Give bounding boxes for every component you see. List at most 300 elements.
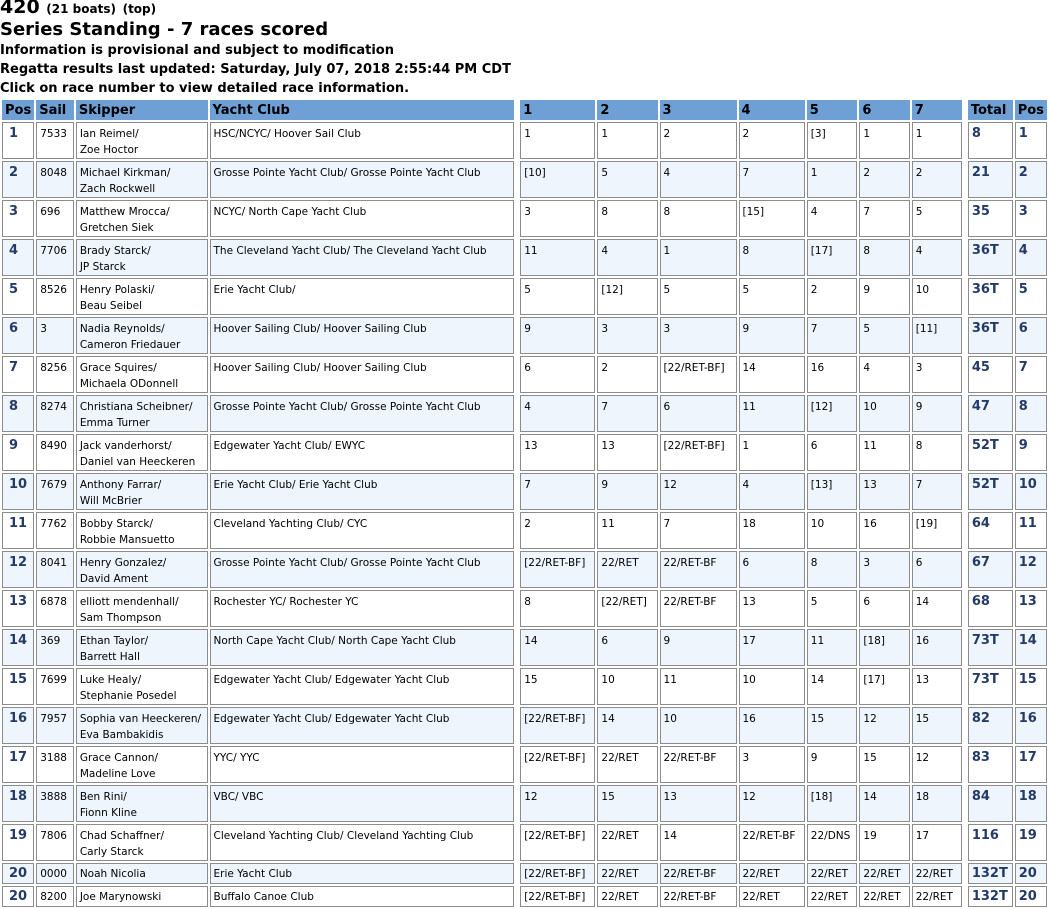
club-cell: Edgewater Yacht Club/ Edgewater Yacht Club <box>210 707 515 744</box>
gap-cell <box>964 590 966 627</box>
crew-name: David Ament <box>79 573 149 585</box>
table-row <box>2 886 1047 907</box>
total-cell: 35 <box>968 200 1013 237</box>
class-name: 420 <box>0 0 40 18</box>
skipper-cell <box>76 356 208 393</box>
position-cell: 15 <box>2 668 34 705</box>
position-cell: 2 <box>2 161 34 198</box>
race-3-score: 2 <box>660 122 737 159</box>
club-cell: Cleveland Yachting Club/ CYC <box>210 512 515 549</box>
race-3-score: 1 <box>660 239 737 276</box>
race-2-score: 1 <box>597 122 657 159</box>
total-cell: 73T <box>968 629 1013 666</box>
gap-cell <box>516 629 518 666</box>
race-7-score: 8 <box>912 434 962 471</box>
gap-cell <box>516 161 518 198</box>
race-4-score: 16 <box>739 707 805 744</box>
skipper-name: Chad Schaffner/ <box>79 830 164 842</box>
crew-name: Eva Bambakidis <box>79 729 164 741</box>
race-3-score: 9 <box>660 629 737 666</box>
club-cell: Hoover Sailing Club/ Hoover Sailing Club <box>210 356 515 393</box>
position-cell: 5 <box>2 278 34 315</box>
crew-name: Robbie Mansuetto <box>79 534 175 546</box>
gap-cell <box>964 317 966 354</box>
race-7-score: 2 <box>912 161 962 198</box>
sail-cell: 369 <box>36 629 74 666</box>
club-cell: Grosse Pointe Yacht Club/ Grosse Pointe Yacht Club <box>210 395 515 432</box>
race-5-score: 7 <box>807 317 858 354</box>
position-right-cell: 17 <box>1015 746 1047 783</box>
race-4-score: 12 <box>739 785 805 822</box>
crew-name: Gretchen Siek <box>79 222 154 234</box>
gap-cell <box>516 356 518 393</box>
position-right-cell: 10 <box>1015 473 1047 510</box>
skipper-name: elliott mendenhall/ <box>79 596 179 608</box>
position-cell: 20 <box>2 863 34 884</box>
skipper-name: Luke Healy/ <box>79 674 142 686</box>
total-cell: 82 <box>968 707 1013 744</box>
race-7-score: 10 <box>912 278 962 315</box>
sail-cell: 8526 <box>36 278 74 315</box>
race-2-score: 22/RET <box>597 886 657 907</box>
race-1-score: [22/RET-BF] <box>520 824 595 861</box>
club-cell: Erie Yacht Club <box>210 863 515 884</box>
results-table <box>0 98 1049 909</box>
skipper-cell <box>76 434 208 471</box>
gap-cell <box>516 512 518 549</box>
gap-cell <box>516 434 518 471</box>
gap-cell <box>964 122 966 159</box>
race-1-score: [22/RET-BF] <box>520 746 595 783</box>
position-right-cell: 13 <box>1015 590 1047 627</box>
race-4-score: 22/RET <box>739 886 805 907</box>
total-cell: 67 <box>968 551 1013 588</box>
race-5-score: 22/RET <box>807 863 858 884</box>
race-2-score: 3 <box>597 317 657 354</box>
race-7-score: 16 <box>912 629 962 666</box>
race-4-score: 14 <box>739 356 805 393</box>
last-updated: Regatta results last updated: Saturday, July 07, 2018 2:55:44 PM CDT <box>0 62 511 77</box>
gap-cell <box>516 668 518 705</box>
race-5-score: 10 <box>807 512 858 549</box>
col-sail: Sail <box>36 100 74 120</box>
table-row <box>2 122 1047 159</box>
gap-cell <box>964 356 966 393</box>
race-2-score: [12] <box>597 278 657 315</box>
total-cell: 84 <box>968 785 1013 822</box>
race-7-score: 6 <box>912 551 962 588</box>
table-row <box>2 200 1047 237</box>
position-cell: 16 <box>2 707 34 744</box>
race-2-score: 22/RET <box>597 746 657 783</box>
gap-cell <box>964 239 966 276</box>
skipper-cell <box>76 161 208 198</box>
col-pos-right: Pos <box>1015 100 1047 120</box>
position-right-cell: 16 <box>1015 707 1047 744</box>
race-1-score: [22/RET-BF] <box>520 707 595 744</box>
race-7-score: 3 <box>912 356 962 393</box>
skipper-cell <box>76 122 208 159</box>
race-1-score: 15 <box>520 668 595 705</box>
race-2-score: 9 <box>597 473 657 510</box>
race-5-score: 5 <box>807 590 858 627</box>
race-6-score: 8 <box>859 239 909 276</box>
gap-cell <box>964 278 966 315</box>
crew-name: Madeline Love <box>79 768 156 780</box>
total-cell: 68 <box>968 590 1013 627</box>
race-4-score: 3 <box>739 746 805 783</box>
race-1-score: [10] <box>520 161 595 198</box>
skipper-cell <box>76 785 208 822</box>
race-3-score: 22/RET-BF <box>660 863 737 884</box>
race-7-score: 4 <box>912 239 962 276</box>
skipper-name: Joe Marynowski <box>79 891 162 903</box>
position-right-cell: 3 <box>1015 200 1047 237</box>
sail-cell: 6878 <box>36 590 74 627</box>
race-1-score: [22/RET-BF] <box>520 886 595 907</box>
race-click-hint: Click on race number to view detailed race information. <box>0 81 410 96</box>
club-cell: North Cape Yacht Club/ North Cape Yacht Club <box>210 629 515 666</box>
position-right-cell: 4 <box>1015 239 1047 276</box>
col-club: Yacht Club <box>210 100 515 120</box>
gap-cell <box>516 590 518 627</box>
skipper-cell <box>76 239 208 276</box>
crew-name: Stephanie Posedel <box>79 690 177 702</box>
race-4-score: 1 <box>739 434 805 471</box>
gap-cell <box>964 473 966 510</box>
skipper-name: Grace Cannon/ <box>79 752 158 764</box>
race-1-score: 6 <box>520 356 595 393</box>
top-link[interactable]: (top) <box>122 2 157 16</box>
race-2-score: 22/RET <box>597 551 657 588</box>
position-cell: 11 <box>2 512 34 549</box>
table-row <box>2 434 1047 471</box>
club-cell: Buffalo Canoe Club <box>210 886 515 907</box>
race-6-score: 2 <box>859 161 909 198</box>
race-7-score: 7 <box>912 473 962 510</box>
club-cell: Erie Yacht Club/ Erie Yacht Club <box>210 473 515 510</box>
skipper-name: Jack vanderhorst/ <box>79 440 172 452</box>
race-4-score: 4 <box>739 473 805 510</box>
skipper-cell <box>76 278 208 315</box>
club-cell: Grosse Pointe Yacht Club/ Grosse Pointe Yacht Club <box>210 551 515 588</box>
skipper-name: Noah Nicolia <box>79 868 146 880</box>
race-7-score: 5 <box>912 200 962 237</box>
race-6-score: 11 <box>859 434 909 471</box>
position-right-cell: 20 <box>1015 863 1047 884</box>
race-5-score: [13] <box>807 473 858 510</box>
race-6-score: 22/RET <box>859 886 909 907</box>
position-cell: 6 <box>2 317 34 354</box>
race-6-link[interactable]: 6 <box>859 100 909 120</box>
race-2-score: 15 <box>597 785 657 822</box>
skipper-cell <box>76 317 208 354</box>
race-7-score: 14 <box>912 590 962 627</box>
club-cell: Hoover Sailing Club/ Hoover Sailing Club <box>210 317 515 354</box>
gap-cell <box>516 746 518 783</box>
race-7-score: 9 <box>912 395 962 432</box>
table-row <box>2 356 1047 393</box>
race-3-score: 22/RET-BF <box>660 551 737 588</box>
table-row <box>2 668 1047 705</box>
race-5-score: [12] <box>807 395 858 432</box>
crew-name: Cameron Friedauer <box>79 339 181 351</box>
skipper-name: Sophia van Heeckeren/ <box>79 713 202 725</box>
table-row <box>2 161 1047 198</box>
skipper-cell <box>76 590 208 627</box>
gap-cell <box>516 551 518 588</box>
race-4-score: 8 <box>739 239 805 276</box>
total-cell: 116 <box>968 824 1013 861</box>
race-3-score: 13 <box>660 785 737 822</box>
position-cell: 14 <box>2 629 34 666</box>
race-1-score: 1 <box>520 122 595 159</box>
race-4-score: 18 <box>739 512 805 549</box>
gap-cell <box>516 824 518 861</box>
race-4-score: 22/RET <box>739 863 805 884</box>
race-6-score: [17] <box>859 668 909 705</box>
race-4-score: 9 <box>739 317 805 354</box>
table-row <box>2 278 1047 315</box>
race-3-score: 12 <box>660 473 737 510</box>
sail-cell: 8041 <box>36 551 74 588</box>
club-cell: NCYC/ North Cape Yacht Club <box>210 200 515 237</box>
position-cell: 13 <box>2 590 34 627</box>
race-4-score: 10 <box>739 668 805 705</box>
race-5-score: 22/DNS <box>807 824 858 861</box>
race-1-score: 12 <box>520 785 595 822</box>
crew-name: JP Starck <box>79 261 126 273</box>
sail-cell: 7806 <box>36 824 74 861</box>
race-2-score: 7 <box>597 395 657 432</box>
race-5-score: 9 <box>807 746 858 783</box>
race-1-score: 7 <box>520 473 595 510</box>
race-4-score: 2 <box>739 122 805 159</box>
race-3-score: 22/RET-BF <box>660 590 737 627</box>
sail-cell: 8048 <box>36 161 74 198</box>
sail-cell: 3888 <box>36 785 74 822</box>
skipper-name: Grace Squires/ <box>79 362 157 374</box>
table-row <box>2 590 1047 627</box>
position-cell: 9 <box>2 434 34 471</box>
skipper-name: Bobby Starck/ <box>79 518 154 530</box>
results-body <box>2 122 1047 907</box>
race-7-score: 1 <box>912 122 962 159</box>
gap-cell <box>964 824 966 861</box>
table-row <box>2 824 1047 861</box>
race-3-score: 10 <box>660 707 737 744</box>
skipper-name: Ben Rini/ <box>79 791 127 803</box>
race-3-score: 7 <box>660 512 737 549</box>
race-4-link[interactable]: 4 <box>739 100 805 120</box>
gap-cell <box>516 473 518 510</box>
position-cell: 17 <box>2 746 34 783</box>
skipper-name: Christiana Scheibner/ <box>79 401 193 413</box>
club-cell: Edgewater Yacht Club/ EWYC <box>210 434 515 471</box>
total-cell: 21 <box>968 161 1013 198</box>
gap-cell <box>964 863 966 884</box>
race-5-score: 8 <box>807 551 858 588</box>
gap-cell <box>964 629 966 666</box>
gap-cell <box>964 746 966 783</box>
race-2-score: 10 <box>597 668 657 705</box>
race-6-score: 1 <box>859 122 909 159</box>
col-gap <box>964 100 966 120</box>
series-title: Series Standing - 7 races scored <box>0 19 329 40</box>
class-title <box>0 0 156 20</box>
skipper-cell <box>76 707 208 744</box>
total-cell: 45 <box>968 356 1013 393</box>
skipper-name: Nadia Reynolds/ <box>79 323 165 335</box>
gap-cell <box>964 886 966 907</box>
race-4-score: 11 <box>739 395 805 432</box>
race-5-score: [18] <box>807 785 858 822</box>
gap-cell <box>964 668 966 705</box>
table-row <box>2 629 1047 666</box>
position-right-cell: 6 <box>1015 317 1047 354</box>
race-6-score: 4 <box>859 356 909 393</box>
sail-cell: 0000 <box>36 863 74 884</box>
race-5-score: 11 <box>807 629 858 666</box>
total-cell: 36T <box>968 317 1013 354</box>
position-right-cell: 7 <box>1015 356 1047 393</box>
race-2-score: [22/RET] <box>597 590 657 627</box>
race-7-score: 13 <box>912 668 962 705</box>
table-row <box>2 317 1047 354</box>
gap-cell <box>516 278 518 315</box>
skipper-cell <box>76 395 208 432</box>
race-6-score: 22/RET <box>859 863 909 884</box>
table-row <box>2 863 1047 884</box>
skipper-cell <box>76 746 208 783</box>
race-6-score: 19 <box>859 824 909 861</box>
race-2-score: 2 <box>597 356 657 393</box>
race-6-score: 10 <box>859 395 909 432</box>
position-cell: 10 <box>2 473 34 510</box>
race-5-link[interactable]: 5 <box>807 100 858 120</box>
gap-cell <box>964 161 966 198</box>
race-1-score: [22/RET-BF] <box>520 863 595 884</box>
table-row <box>2 746 1047 783</box>
position-right-cell: 20 <box>1015 886 1047 907</box>
gap-cell <box>964 785 966 822</box>
gap-cell <box>964 551 966 588</box>
sail-cell: 7957 <box>36 707 74 744</box>
skipper-name: Henry Polaski/ <box>79 284 155 296</box>
race-2-score: 22/RET <box>597 863 657 884</box>
header-row <box>2 100 1047 120</box>
position-cell: 18 <box>2 785 34 822</box>
sail-cell: 7762 <box>36 512 74 549</box>
race-6-score: 13 <box>859 473 909 510</box>
club-cell: Rochester YC/ Rochester YC <box>210 590 515 627</box>
position-right-cell: 15 <box>1015 668 1047 705</box>
race-7-score: [19] <box>912 512 962 549</box>
total-cell: 36T <box>968 278 1013 315</box>
race-2-score: 8 <box>597 200 657 237</box>
race-5-score: 2 <box>807 278 858 315</box>
skipper-cell <box>76 551 208 588</box>
provisional-notice: Information is provisional and subject to modification <box>0 43 394 58</box>
position-right-cell: 8 <box>1015 395 1047 432</box>
race-7-score: [11] <box>912 317 962 354</box>
race-1-link[interactable]: 1 <box>520 100 595 120</box>
position-cell: 7 <box>2 356 34 393</box>
position-right-cell: 2 <box>1015 161 1047 198</box>
race-7-score: 22/RET <box>912 886 962 907</box>
col-gap <box>516 100 518 120</box>
race-2-link[interactable]: 2 <box>597 100 657 120</box>
skipper-name: Ian Reimel/ <box>79 128 139 140</box>
crew-name: Zoe Hoctor <box>79 144 139 156</box>
race-3-link[interactable]: 3 <box>660 100 737 120</box>
race-1-score: 9 <box>520 317 595 354</box>
skipper-cell <box>76 824 208 861</box>
skipper-cell <box>76 200 208 237</box>
col-skipper: Skipper <box>76 100 208 120</box>
crew-name: Barrett Hall <box>79 651 140 663</box>
gap-cell <box>964 395 966 432</box>
position-cell: 12 <box>2 551 34 588</box>
sail-cell: 8256 <box>36 356 74 393</box>
total-cell: 73T <box>968 668 1013 705</box>
race-7-score: 17 <box>912 824 962 861</box>
crew-name: Michaela ODonnell <box>79 378 179 390</box>
race-6-score: 7 <box>859 200 909 237</box>
race-3-score: 8 <box>660 200 737 237</box>
col-pos: Pos <box>2 100 34 120</box>
skipper-cell <box>76 886 208 907</box>
race-5-score: 4 <box>807 200 858 237</box>
position-right-cell: 5 <box>1015 278 1047 315</box>
gap-cell <box>516 886 518 907</box>
race-5-score: 22/RET <box>807 886 858 907</box>
race-7-score: 22/RET <box>912 863 962 884</box>
race-5-score: 16 <box>807 356 858 393</box>
gap-cell <box>516 317 518 354</box>
race-2-score: 5 <box>597 161 657 198</box>
total-cell: 52T <box>968 434 1013 471</box>
total-cell: 132T <box>968 863 1013 884</box>
race-6-score: [18] <box>859 629 909 666</box>
crew-name: Fionn Kline <box>79 807 137 819</box>
race-2-score: 4 <box>597 239 657 276</box>
table-row <box>2 707 1047 744</box>
race-6-score: 12 <box>859 707 909 744</box>
position-cell: 8 <box>2 395 34 432</box>
race-1-score: 11 <box>520 239 595 276</box>
race-4-score: 22/RET-BF <box>739 824 805 861</box>
race-6-score: 5 <box>859 317 909 354</box>
crew-name: Will McBrier <box>79 495 143 507</box>
race-1-score: 5 <box>520 278 595 315</box>
race-5-score: 6 <box>807 434 858 471</box>
skipper-name: Matthew Mrocca/ <box>79 206 170 218</box>
race-7-link[interactable]: 7 <box>912 100 962 120</box>
table-row <box>2 239 1047 276</box>
race-4-score: [15] <box>739 200 805 237</box>
race-7-score: 18 <box>912 785 962 822</box>
sail-cell: 8200 <box>36 886 74 907</box>
gap-cell <box>516 395 518 432</box>
club-cell: Erie Yacht Club/ <box>210 278 515 315</box>
race-2-score: 22/RET <box>597 824 657 861</box>
gap-cell <box>516 785 518 822</box>
race-3-score: 3 <box>660 317 737 354</box>
race-6-score: 3 <box>859 551 909 588</box>
skipper-name: Brady Starck/ <box>79 245 151 257</box>
race-3-score: 14 <box>660 824 737 861</box>
